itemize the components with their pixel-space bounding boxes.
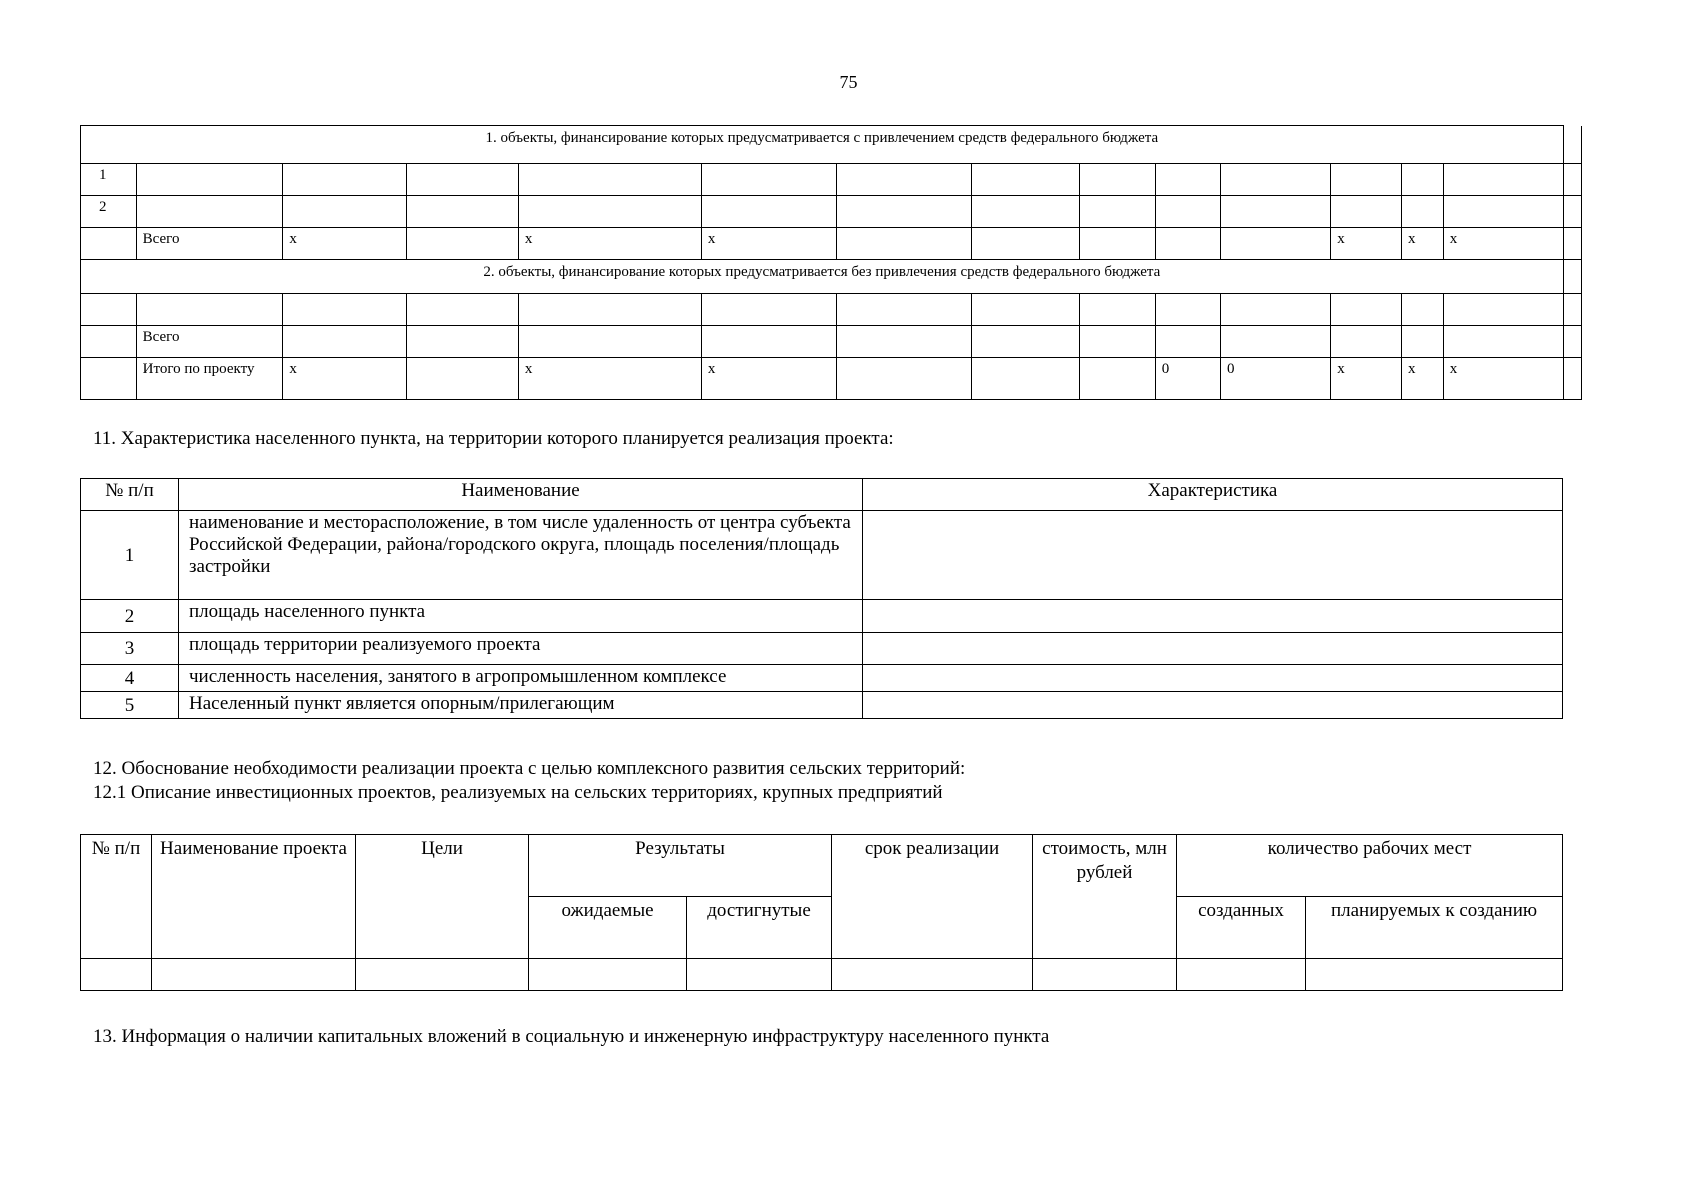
- col-header-achieved: достигнутые: [687, 897, 832, 959]
- grand-total-row: [81, 358, 1582, 400]
- col-header-created: созданных: [1177, 897, 1306, 959]
- total-row: [81, 326, 1582, 358]
- row-name: площадь территории реализуемого проекта: [179, 633, 863, 665]
- table-header-row: [81, 835, 1563, 897]
- cell-value: х: [1401, 358, 1443, 400]
- page-number: 75: [839, 72, 858, 92]
- grand-total-label: Итого по проекту: [136, 358, 283, 400]
- section-1-title: 1. объекты, финансирование которых предусматривается с привлечением средств федерального бюджета: [81, 126, 1564, 164]
- cell-value: [1079, 358, 1155, 400]
- col-header-jobs: количество рабочих мест: [1177, 835, 1563, 897]
- section-2-title: 2. объекты, финансирование которых предусматривается без привлечения средств федерального бюджета: [81, 260, 1564, 294]
- section-12-heading: 12. Обоснование необходимости реализации проекта с целью комплексного развития сельских территорий:: [93, 758, 966, 779]
- cell-value: [836, 358, 971, 400]
- table-row: [81, 164, 1582, 196]
- cell-value: [407, 228, 518, 260]
- table-row: [81, 665, 1563, 692]
- row-number: 4: [81, 665, 179, 692]
- cell-value: 0: [1221, 358, 1331, 400]
- row-value: [863, 665, 1563, 692]
- cell-value: х: [518, 358, 701, 400]
- cell-value: х: [1331, 358, 1402, 400]
- col-header-num: № п/п: [81, 835, 152, 959]
- row-value: [863, 692, 1563, 719]
- col-header-characteristic: Характеристика: [863, 479, 1563, 511]
- col-header-planned: планируемых к созданию: [1306, 897, 1563, 959]
- cell-value: х: [283, 358, 407, 400]
- row-number: 2: [81, 196, 137, 228]
- cell-value: 0: [1155, 358, 1220, 400]
- col-header-name: Наименование: [179, 479, 863, 511]
- row-number: 3: [81, 633, 179, 665]
- cell-value: х: [1443, 228, 1563, 260]
- cell-value: х: [701, 228, 836, 260]
- row-number: 5: [81, 692, 179, 719]
- cell-value: [1079, 228, 1155, 260]
- total-row: [81, 228, 1582, 260]
- cell-value: [1155, 228, 1220, 260]
- blank-cell: [1563, 126, 1581, 164]
- cell-value: х: [1443, 358, 1563, 400]
- row-name: площадь населенного пункта: [179, 600, 863, 633]
- row-name: численность населения, занятого в агропромышленном комплексе: [179, 665, 863, 692]
- table-row: [81, 511, 1563, 600]
- section-13-heading: 13. Информация о наличии капитальных вложений в социальную и инженерную инфраструктуру населенного пункта: [93, 1026, 1050, 1047]
- row-name: Населенный пункт является опорным/прилегающим: [179, 692, 863, 719]
- cell-value: [971, 358, 1079, 400]
- row-value: [863, 511, 1563, 600]
- settlement-characteristics-table: [80, 478, 1563, 719]
- col-header-project-name: Наименование проекта: [152, 835, 356, 959]
- cell-value: [836, 228, 971, 260]
- col-header-results: Результаты: [529, 835, 832, 897]
- row-name: наименование и месторасположение, в том числе удаленность от центра субъекта Российской Федерации, района/городского округа, площадь поселения/площадь застройки: [179, 511, 863, 600]
- total-label: Всего: [136, 228, 283, 260]
- col-header-goals: Цели: [356, 835, 529, 959]
- cell-value: х: [1401, 228, 1443, 260]
- col-header-expected: ожидаемые: [529, 897, 687, 959]
- table-header-row: [81, 479, 1563, 511]
- cell-value: [971, 228, 1079, 260]
- cell-value: [1221, 228, 1331, 260]
- row-number: 1: [81, 511, 179, 600]
- row-number: 1: [81, 164, 137, 196]
- table-row: [81, 196, 1582, 228]
- col-header-num: № п/п: [81, 479, 179, 511]
- investment-projects-table: [80, 834, 1563, 991]
- row-value: [863, 600, 1563, 633]
- table-row: [81, 959, 1563, 991]
- section-11-heading: 11. Характеристика населенного пункта, на территории которого планируется реализация проекта:: [93, 428, 894, 449]
- table-row: [81, 692, 1563, 719]
- table-row: [81, 633, 1563, 665]
- cell-value: х: [1331, 228, 1402, 260]
- section-12-1-subheading: 12.1 Описание инвестиционных проектов, реализуемых на сельских территориях, крупных предприятий: [93, 782, 943, 803]
- cell-value: х: [283, 228, 407, 260]
- total-label: Всего: [136, 326, 283, 358]
- table-row: [81, 600, 1563, 633]
- funding-objects-table: [80, 125, 1582, 400]
- cell-value: х: [701, 358, 836, 400]
- row-number: 2: [81, 600, 179, 633]
- cell-value: х: [518, 228, 701, 260]
- col-header-cost: стоимость, млн рублей: [1033, 835, 1177, 959]
- cell-value: [407, 358, 518, 400]
- col-header-term: срок реализации: [832, 835, 1033, 959]
- table-row: [81, 294, 1582, 326]
- row-value: [863, 633, 1563, 665]
